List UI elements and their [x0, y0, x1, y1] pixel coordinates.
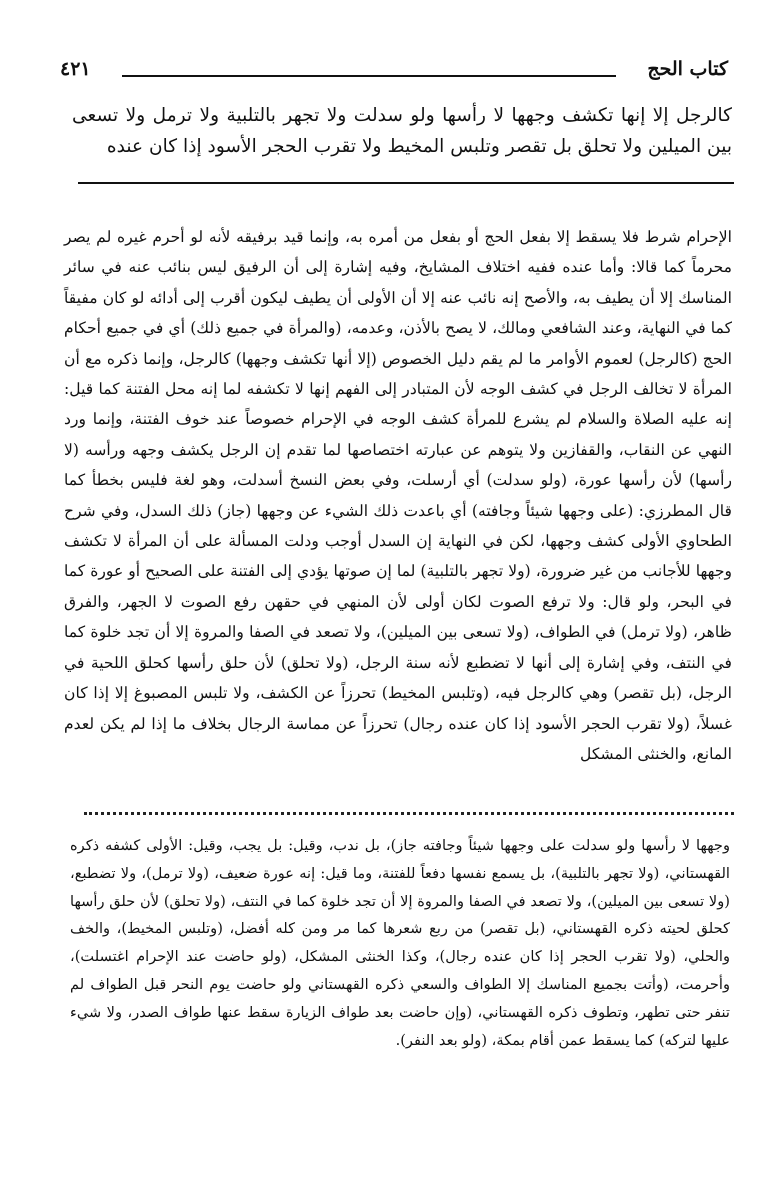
main-text-paragraph: كالرجل إلا إنها تكشف وجهها لا رأسها ولو سدلت ولا تجهر بالتلبية ولا ترمل ولا تسعى بين الميلين ولا تحلق بل تقصر وتلبس المخيط ولا تقرب الحجر الأسود إذا كان عنده: [72, 105, 732, 157]
chapter-title: كتاب الحج: [647, 58, 728, 80]
running-header: [60, 58, 728, 88]
marginal-notes: [70, 832, 730, 1054]
page-number: ٤٢١: [60, 58, 91, 80]
commentary-paragraph: الإحرام شرط فلا يسقط إلا بفعل الحج أو بفعل من أمره به، وإنما قيد برفيقه لأنه لو أحرم غيره لم يصر محرماً كما قالا: وأما عنده ففيه اختلاف المشايخ، وفيه إشارة إلى أن الرفيق ليس بنائب عنه في سائر المناسك إلا أن يطيف به، والأصح إنه نائب عنه إلا أن الأولى أن يطيف ليكون أقرب إلى أدائه لو كان مفيقاً كما في النهاية، وعند الشافعي ومالك، لا يصح بالأذن، وعدمه، (والمرأة في جميع ذلك) أي في جميع أحكام الحج (كالرجل) لعموم الأوامر ما لم يقم دليل الخصوص (إلا أنها تكشف وجهها) كالرجل، وإنما ذكره مع أن المرأة لا تخالف الرجل في كشف الوجه لأن المتبادر إلى الفهم إنها لا تكشفه لما إنه محل الفتنة كما قيل: إنه عليه الصلاة والسلام لم يشرع للمرأة كشف الوجه في الإحرام خصوصاً عند خوف الفتنة، وإنما ورد النهي عن النقاب، والقفازين ولا يتوهم عن عبارته اختصاصها لما تقدم إن الرجل يكشف وجهه ورأسه (لا رأسها) لأن رأسها عورة، (ولو سدلت) أي أرسلت، وفي بعض النسخ أسدلت، وهو لغة فليس بخطأ كما قال المطرزي: (على وجهها شيئاً وجافته) أي باعدت ذلك الشيء عن وجهها (جاز) ذلك السدل، وفي شرح الطحاوي الأولى كشف وجهها، لكن في النهاية إن السدل أوجب ودلت المسألة على أن المرأة لا تكشف وجهها للأجانب من غير ضرورة، (ولا تجهر بالتلبية) لما إن صوتها يؤدي إلى الفتنة على الصحيح أو عورة كما في البحر، ولو قال: ولا ترفع الصوت لكان أولى لأن المنهي في حقهن رفع الصوت لا الجهر، والفرق ظاهر، (ولا ترمل) في الطواف، (ولا تسعى بين الميلين)، ولا تصعد في الصفا والمروة إلا أن تجد خلوة كما في النتف، وفي إشارة إلى أنها لا تضطبع لأنه سنة الرجل، (ولا تحلق) لأن حلق رأسها كحلق اللحية في الرجل، (بل تقصر) وهي كالرجل فيه، (وتلبس المخيط) تحرزاً عن الكشف، ولا تلبس المصبوغ إلا إذا كان غسلاً، (ولا تقرب الحجر الأسود إذا كان عنده رجال) تحرزاً عن مماسة الرجال بخلاف ما إذا لم يكن لعدم المانع، والخنثى المشكل: [64, 228, 733, 763]
commentary: [64, 222, 732, 769]
main-text-divider: [78, 182, 734, 184]
header-rule: [122, 75, 616, 77]
marginal-notes-paragraph: وجهها لا رأسها ولو سدلت على وجهها شيئاً وجافته جاز)، بل ندب، وقيل: بل يجب، وقيل: الأولى كشفه ذكره القهستاني، (ولا تجهر بالتلبية)، بل يسمع نفسها دفعاً للفتنة، وما قيل: إنه عورة ضعيف، (ولا ترمل)، ولا تضطبع، (ولا تسعى بين الميلين)، ولا تصعد في الصفا والمروة إلا أن تجد خلوة كما في النتف، (ولا تحلق) لأن حلق رأسها كحلق لحيته ذكره القهستاني، (بل تقصر) من ربع شعرها كما مر ومن كله أفضل، (وتلبس المخيط)، والخف والحلي، (ولا تقرب الحجر إذا كان عنده رجال)، وكذا الخنثى المشكل، (ولو حاضت عند الإحرام اغتسلت)، وأحرمت، (وأتت بجميع المناسك إلا الطواف والسعي ذكره القهستاني ولو حاضت يوم النحر قبل الطواف لم تنفر حتى تطهر، وتطوف ذكره القهستاني، (وإن حاضت بعد طواف الزيارة سقط عنها طواف الصدر، ولا شيء عليها لتركه) كما يسقط عمن أقام بمكة، (ولو بعد النفر).: [70, 837, 730, 1049]
dotted-divider: [84, 812, 734, 815]
main-text: [72, 100, 732, 162]
